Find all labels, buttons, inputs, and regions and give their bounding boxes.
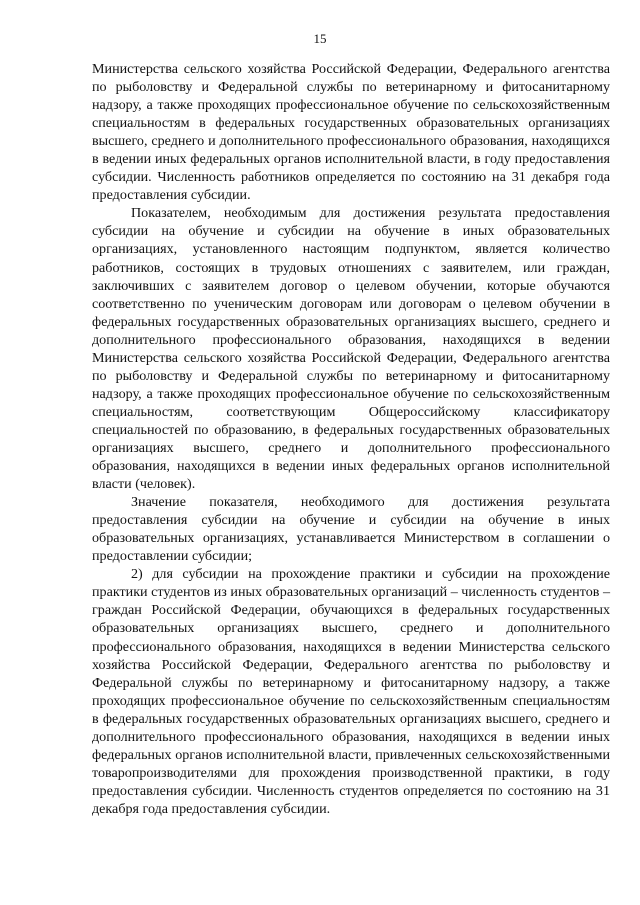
paragraph-2: Показателем, необходимым для достижения результата предоставления субсидии на обучение и субсидии на обучение в иных образовательных организациях, установленного настоящим подпунктом, является количество работников, состоящих в трудовых отношениях с заявителем, или граждан, заключивших с заявителем договор о целевом обучении, которые обучаются соответственно по ученическим договорам или договорам о целевом обучении в федеральных государственных образовательных организациях высшего, среднего и дополнительного профессионального образования, находящихся в ведении Министерства сельского хозяйства Российской Федерации, Федерального агентства по рыболовству и Федеральной службы по ветеринарному и фитосанитарному надзору, а также проходящих профессиональное обучение по сельскохозяйственным специальностям, соответствующим Общероссийскому классификатору специальностей по образованию, в федеральных государственных образовательных организациях высшего, среднего и дополнительного профессионального образования, находящихся в ведении иных федеральных органов исполнительной власти (человек).	[92, 205, 610, 493]
paragraph-3: Значение показателя, необходимого для достижения результата предоставления субсидии на обучение и субсидии на обучение в иных образовательных организациях, устанавливается Министерством в соглашении о предоставлении субсидии;	[92, 494, 610, 565]
paragraph-1: Министерства сельского хозяйства Российской Федерации, Федерального агентства по рыболовству и Федеральной службы по ветеринарному и фитосанитарному надзору, а также проходящих профессиональное обучение по сельскохозяйственным специальностям в федеральных государственных образовательных организациях высшего, среднего и дополнительного профессионального образования, находящихся в ведении иных федеральных органов исполнительной власти, в году предоставления субсидии. Численность работников определяется по состоянию на 31 декабря года предоставления субсидии.	[92, 61, 610, 204]
paragraph-4: 2) для субсидии на прохождение практики и субсидии на прохождение практики студентов из иных образовательных организаций – численность студентов – граждан Российской Федерации, обучающихся в федеральных государственных образовательных организациях высшего, среднего и дополнительного профессионального образования, находящихся в ведении Министерства сельского хозяйства Российской Федерации, Федерального агентства по рыболовству и Федеральной службы по ветеринарному и фитосанитарному надзору, а также проходящих профессиональное обучение по сельскохозяйственным специальностям в федеральных государственных образовательных организациях высшего, среднего и дополнительного профессионального образования, находящихся в ведении иных федеральных органов исполнительной власти, привлеченных сельскохозяйственными товаропроизводителями для прохождения производственной практики, в году предоставления субсидии. Численность студентов определяется по состоянию на 31 декабря года предоставления субсидии.	[92, 566, 610, 817]
document-body	[92, 60, 610, 818]
page-number: 15	[313, 31, 327, 46]
